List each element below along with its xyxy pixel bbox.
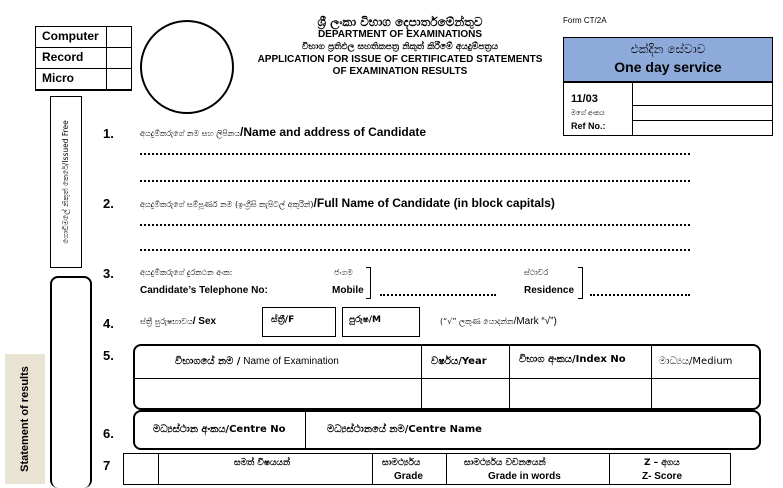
- table-divider: [135, 378, 759, 379]
- q4-label: [140, 316, 216, 327]
- q2-sinhala: අයදුම්කරුගේ සම්පූර්ණ නම (ඉංග්‍රීසි කැපිටල් අකුරින්): [140, 200, 314, 209]
- mark-note-english: /Mark “√”): [513, 316, 557, 327]
- ref-line: [632, 105, 772, 106]
- ref-line: [632, 120, 772, 121]
- grade-words-header: Grade in words: [488, 471, 561, 482]
- office-row-micro: [36, 69, 131, 90]
- ref-no-input[interactable]: [634, 122, 770, 134]
- table-divider: [372, 454, 373, 484]
- q4-number: 4.: [103, 316, 114, 331]
- mobile-input[interactable]: [380, 294, 496, 296]
- office-use-table: [35, 26, 132, 91]
- one-day-service-box: [563, 37, 773, 82]
- header-sinhala-subtitle: විභාග ප්‍රතිඵල සහතිකපත්‍ර නිකුත් කිරීමේ අයදුම්පත්‍රය: [301, 42, 499, 52]
- q2-line-2[interactable]: [140, 249, 690, 251]
- header-line1: APPLICATION FOR ISSUE OF CERTIFICATED STATEMENTS: [257, 53, 543, 65]
- q1-line-2[interactable]: [140, 180, 690, 182]
- header-english-title: DEPARTMENT OF EXAMINATIONS: [317, 28, 483, 40]
- grade-words-sinhala: සාමර්ථ්‍යය වචනයෙන්: [464, 458, 546, 468]
- header-line2: OF EXAMINATION RESULTS: [332, 66, 468, 77]
- sex-female-box: [262, 307, 336, 337]
- exam-name-sinhala: විභාගයේ නම /: [175, 356, 241, 367]
- table-divider: [421, 346, 422, 408]
- photo-seal-circle: [140, 20, 234, 114]
- q2-label: [140, 196, 555, 210]
- table-divider: [446, 454, 447, 484]
- table-divider: [509, 346, 510, 408]
- index-header: විභාග අංකය/Index No: [519, 354, 626, 365]
- exam-name-english: Name of Examination: [243, 356, 339, 367]
- q2-number: 2.: [103, 196, 114, 211]
- office-row-label: Micro: [42, 71, 75, 85]
- ref-label: Ref No.:: [571, 121, 606, 131]
- one-day-sinhala: එක්දින සේවාව: [630, 42, 706, 56]
- zscore-sinhala: Z – අගය: [644, 458, 680, 468]
- residence-label: Residence: [524, 285, 575, 296]
- office-row-computer: [36, 27, 131, 48]
- q4-sinhala: ස්ත්‍රී පුරුෂභාවය: [140, 317, 193, 326]
- centre-name-input[interactable]: [307, 414, 757, 446]
- female-checkbox[interactable]: [307, 310, 331, 332]
- medium-input[interactable]: [653, 380, 757, 406]
- q2-line-1[interactable]: [140, 224, 690, 226]
- residence-input[interactable]: [590, 294, 690, 296]
- year-input[interactable]: [423, 380, 507, 406]
- q3-english: Candidate’s Telephone No:: [140, 285, 268, 296]
- statement-of-results-tab: [5, 354, 45, 484]
- header-sinhala-title: ශ්‍රී ලංකා විභාග දෙපාර්තමේන්තුව: [317, 15, 483, 29]
- q7-number: 7: [103, 458, 111, 473]
- form-header: [250, 16, 550, 79]
- office-row-record: [36, 48, 131, 69]
- ref-box: [563, 82, 773, 136]
- q1-english: /Name and address of Candidate: [240, 125, 427, 139]
- centre-name-label: මධ්‍යස්ථානයේ නම/Centre Name: [327, 424, 482, 435]
- subjects-header: සමත් විෂයයන්: [234, 458, 291, 468]
- exam-name-header: [175, 356, 339, 367]
- male-checkbox[interactable]: [393, 310, 415, 332]
- exam-details-table: [133, 344, 761, 410]
- form-number: Form CT/2A: [563, 16, 607, 25]
- q3-sinhala: අයදුම්කරුගේ දුරකථන අංක:: [140, 268, 233, 277]
- residence-bracket: [578, 267, 583, 299]
- ref-sinhala-label: මගේ අංකය: [571, 109, 605, 117]
- issued-free-box: [50, 96, 82, 268]
- q2-english: /Full Name of Candidate (in block capitals): [313, 196, 555, 210]
- year-header: වර්ෂය/Year: [431, 356, 487, 367]
- centre-no-input[interactable]: [137, 414, 303, 446]
- centre-table: [133, 410, 761, 450]
- office-row-label: Computer: [42, 29, 99, 43]
- ref-divider: [632, 83, 633, 135]
- q1-line-1[interactable]: [140, 153, 690, 155]
- index-input[interactable]: [511, 380, 649, 406]
- female-label: ස්ත්‍රී/F: [271, 315, 295, 325]
- mobile-sinhala: ජංගම: [334, 268, 353, 277]
- grade-header: Grade: [394, 471, 423, 482]
- q4-english: / Sex: [192, 316, 217, 327]
- q1-sinhala: අයදුම්කරුගේ නම සහ ලිපිනය: [140, 129, 241, 138]
- residence-sinhala: ස්ථාවර: [524, 268, 549, 277]
- q5-number: 5.: [103, 348, 114, 363]
- grade-sinhala: සාමර්ථ්‍යය: [382, 458, 421, 468]
- sex-male-box: [342, 307, 420, 337]
- one-day-english: One day service: [614, 59, 722, 75]
- q3-number: 3.: [103, 266, 114, 281]
- table-divider: [609, 454, 610, 484]
- table-divider: [651, 346, 652, 408]
- centre-no-label: මධ්‍යස්ථාන අංකය/Centre No: [153, 424, 286, 435]
- zscore-header: Z- Score: [642, 471, 683, 482]
- q1-number: 1.: [103, 126, 114, 141]
- office-table-divider: [106, 27, 107, 90]
- table-divider: [305, 412, 306, 448]
- mobile-label: Mobile: [332, 285, 364, 296]
- table-divider: [158, 454, 159, 484]
- male-label: පුරුෂ/M: [349, 315, 381, 325]
- statement-label: Statement of results: [19, 366, 31, 472]
- subjects-table: [123, 453, 731, 485]
- issued-free-text: ගොඩිමලේ නිකුත් කෙරේ/Issued Free: [61, 120, 70, 244]
- ref-number: 11/03: [571, 93, 598, 105]
- mark-note: [440, 316, 557, 327]
- side-bracket-box: [50, 276, 92, 488]
- medium-header: මාධ්‍යය/Medium: [659, 356, 733, 367]
- mark-note-sinhala: (“√” ලකුණ යොදන්න: [440, 317, 514, 326]
- q6-number: 6.: [103, 426, 114, 441]
- exam-name-input[interactable]: [137, 380, 419, 406]
- q1-label: [140, 125, 426, 139]
- mobile-bracket: [366, 267, 371, 299]
- office-row-label: Record: [42, 50, 84, 64]
